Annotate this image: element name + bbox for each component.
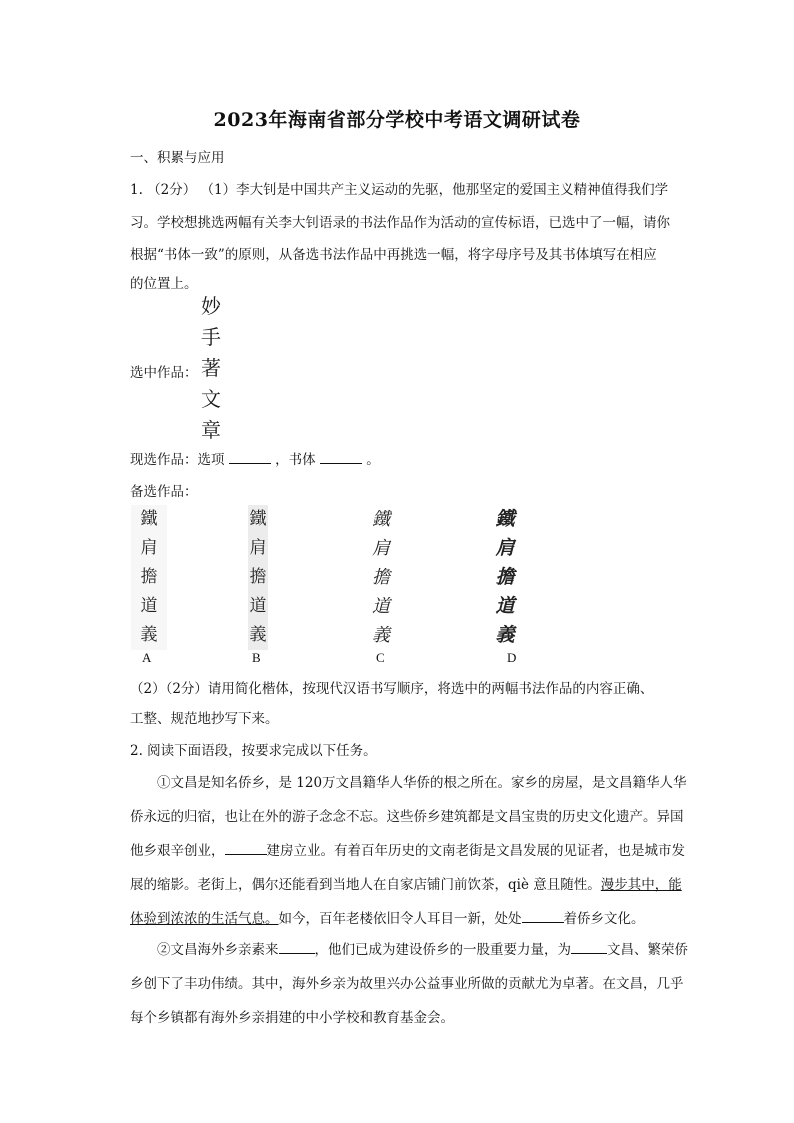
option-answer-blank[interactable] bbox=[229, 451, 271, 464]
calligraphy-char: 道 bbox=[140, 596, 158, 616]
candidate-d-image bbox=[487, 505, 523, 650]
calligraphy-char: 文 bbox=[201, 387, 221, 411]
calligraphy-char: 鐵 bbox=[140, 509, 158, 529]
paragraph-text: ，他们已成为建设侨乡的一股重要力量，为 bbox=[314, 942, 571, 958]
calligraphy-char: 義 bbox=[495, 624, 515, 646]
underlined-sentence: 漫步其中，能体验到浓浓的生活气息。 bbox=[130, 877, 682, 927]
candidate-label: C bbox=[376, 650, 385, 665]
calligraphy-char: 義 bbox=[249, 625, 267, 645]
q2-paragraph-1 bbox=[130, 766, 690, 936]
calligraphy-char: 義 bbox=[372, 625, 390, 646]
calligraphy-char: 擔 bbox=[495, 566, 515, 588]
q1-sub2-line: 工整、规范地抄写下来。 bbox=[130, 711, 279, 727]
paragraph-text: ①文昌是知名侨乡，是 120万文昌籍华人华侨的根之所在。家乡的房屋，是文昌籍华人华侨永远的归宿，也让在外的游子念念不忘。这些侨乡建筑都是文昌宝贵的历史文化遗产。异国他乡艰辛创业， bbox=[130, 775, 687, 859]
fill-blank[interactable] bbox=[225, 842, 267, 855]
paragraph-text: 建房立业。有着百年历史的文南老街是文昌发展的见证者，也是城市发展的缩影。老街上，偶尔还能看到当地人在自家店铺门前饮茶，qiè 意且随性。 bbox=[130, 843, 685, 893]
candidate-label: A bbox=[142, 650, 152, 665]
calligraphy-char: 道 bbox=[495, 595, 515, 617]
paragraph-text: 如今，百年老楼依旧令人耳目一新，处处 bbox=[278, 911, 522, 927]
calligraphy-char: 肩 bbox=[249, 538, 267, 558]
q1-text-line: 根据“书体一致”的原则，从备选书法作品中再挑选一幅，将字母序号及其书体填写在相应 bbox=[130, 247, 657, 263]
paragraph-text: 文昌、繁荣侨乡创下了丰功伟绩。其中，海外乡亲为故里兴办公益事业所做的贡献尤为卓著。在文昌，几乎每个乡镇都有海外乡亲捐建的中小学校和教育基金会。 bbox=[130, 942, 688, 1026]
q1-text-line: 习。学校想挑选两幅有关李大钊语录的书法作品作为活动的宣传标语，已选中了一幅，请你 bbox=[130, 215, 670, 231]
candidate-b-image bbox=[240, 505, 276, 650]
calligraphy-char: 肩 bbox=[372, 538, 390, 559]
script-answer-blank[interactable] bbox=[320, 451, 362, 464]
answer-mid: ，书体 bbox=[275, 452, 316, 468]
q1-text-line: 1. （2分） （1）李大钊是中国共产主义运动的先驱，他那坚定的爱国主义精神值得我们学 bbox=[130, 182, 669, 198]
page-title: 2023年海南省部分学校中考语文调研试卷 bbox=[213, 109, 581, 131]
candidate-c-image bbox=[363, 505, 399, 650]
paragraph-text: 着侨乡文化。 bbox=[563, 911, 645, 927]
answer-end: 。 bbox=[366, 452, 380, 468]
q2-intro: 2. 阅读下面语段，按要求完成以下任务。 bbox=[130, 743, 377, 759]
candidates-label: 备选作品： bbox=[130, 484, 198, 500]
calligraphy-char: 妙 bbox=[201, 294, 221, 318]
calligraphy-char: 義 bbox=[140, 625, 158, 645]
fill-blank[interactable] bbox=[571, 941, 607, 954]
answer-prefix: 现选作品：选项 bbox=[130, 452, 225, 468]
calligraphy-char: 鐵 bbox=[372, 509, 390, 530]
candidate-label: B bbox=[252, 650, 261, 665]
calligraphy-char: 道 bbox=[372, 596, 390, 617]
q2-paragraph-2 bbox=[130, 933, 690, 1035]
calligraphy-char: 肩 bbox=[140, 538, 158, 558]
calligraphy-char: 鐵 bbox=[495, 508, 515, 530]
q1-text-line: 的位置上。 bbox=[130, 276, 198, 292]
selected-work-label: 选中作品： bbox=[130, 365, 198, 381]
section-heading: 一、积累与应用 bbox=[130, 150, 225, 166]
q1-sub2-line: （2）（2分）请用简化楷体，按现代汉语书写顺序，将选中的两幅书法作品的内容正确、 bbox=[130, 681, 654, 697]
calligraphy-char: 著 bbox=[201, 356, 221, 380]
calligraphy-char: 擔 bbox=[249, 567, 267, 587]
fill-blank[interactable] bbox=[522, 910, 564, 923]
calligraphy-char: 手 bbox=[201, 325, 221, 349]
calligraphy-char: 章 bbox=[201, 418, 221, 442]
calligraphy-char: 擔 bbox=[140, 567, 158, 587]
answer-line bbox=[130, 448, 380, 468]
calligraphy-char: 鐵 bbox=[249, 509, 267, 529]
fill-blank[interactable] bbox=[279, 941, 315, 954]
candidate-label: D bbox=[507, 650, 517, 665]
calligraphy-char: 擔 bbox=[372, 567, 390, 588]
calligraphy-char: 肩 bbox=[495, 537, 515, 559]
paragraph-text: ②文昌海外乡亲素来 bbox=[157, 942, 279, 958]
candidate-a-image bbox=[131, 505, 167, 650]
calligraphy-char: 道 bbox=[249, 596, 267, 616]
